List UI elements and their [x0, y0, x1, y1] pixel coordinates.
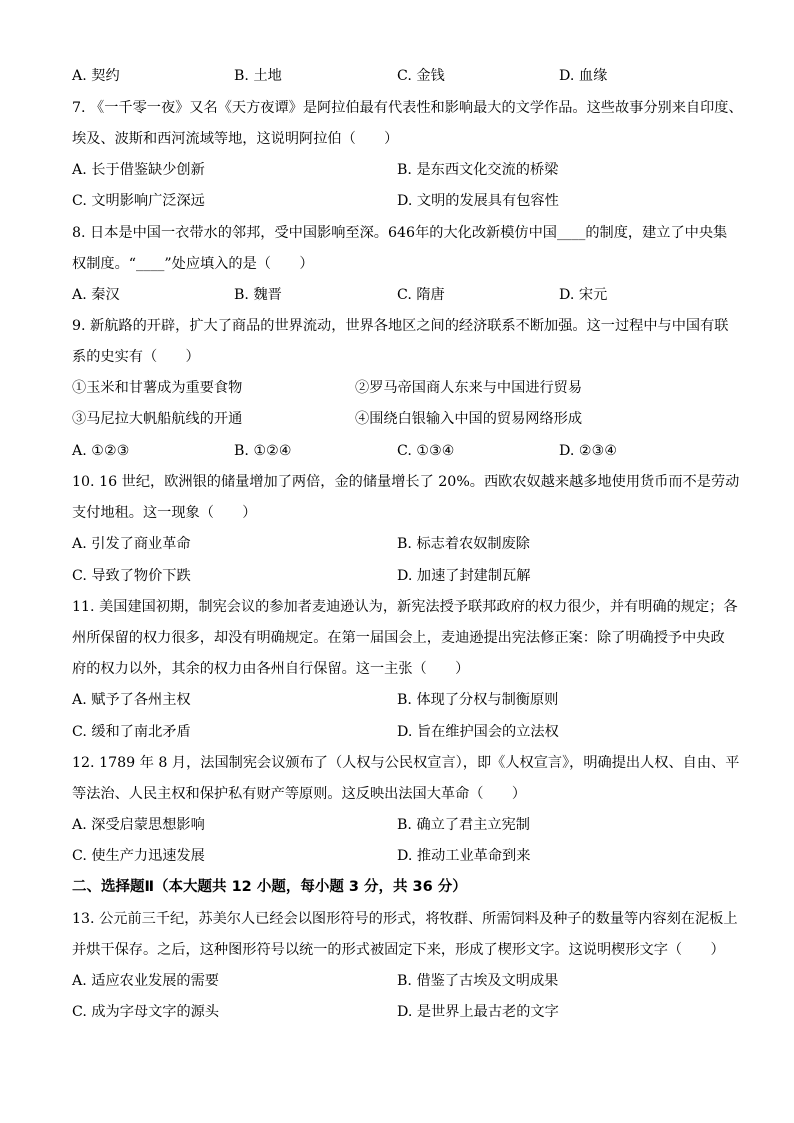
q9-item-1: ①玉米和甘薯成为重要食物: [72, 380, 243, 396]
q9-stem-line1: 9. 新航路的开辟，扩大了商品的世界流动，世界各地区之间的经济联系不断加强。这一过程中与中国有联: [72, 318, 729, 334]
q7-option-b: B. 是东西文化交流的桥梁: [397, 162, 559, 178]
q9-option-a: A. ①②③: [72, 443, 130, 459]
q11-stem-line1: 11. 美国建国初期，制宪会议的参加者麦迪逊认为，新宪法授予联邦政府的权力很少，并有明确的规定；各: [72, 599, 738, 615]
q6-option-c: C. 金钱: [397, 68, 445, 84]
q11-stem-line2: 州所保留的权力很多，却没有明确规定。在第一届国会上，麦迪逊提出宪法修正案：除了明确授予中央政: [72, 630, 725, 646]
q6-option-b: B. 土地: [234, 68, 282, 84]
q8-option-a: A. 秦汉: [72, 287, 120, 303]
q7-option-a: A. 长于借鉴缺少创新: [72, 162, 205, 178]
q10-option-b: B. 标志着农奴制废除: [397, 536, 530, 552]
q7-option-d: D. 文明的发展具有包容性: [397, 193, 559, 209]
q7-stem-line1: 7. 《一千零一夜》又名《天方夜谭》是阿拉伯最有代表性和影响最大的文学作品。这些故事分别来自印度、: [72, 100, 743, 116]
q10-option-d: D. 加速了封建制瓦解: [397, 568, 531, 584]
q10-stem-line2: 支付地租。这一现象（ ）: [72, 505, 257, 521]
q11-option-a: A. 赋予了各州主权: [72, 692, 191, 708]
section-2-heading: 二、选择题Ⅱ（本大题共 12 小题，每小题 3 分，共 36 分）: [72, 879, 467, 895]
q8-stem-line2: 权制度。“____”处应填入的是（ ）: [72, 256, 314, 272]
q11-option-b: B. 体现了分权与制衡原则: [397, 692, 559, 708]
q8-option-c: C. 隋唐: [397, 287, 445, 303]
q13-option-a: A. 适应农业发展的需要: [72, 973, 219, 989]
q12-option-a: A. 深受启蒙思想影响: [72, 817, 205, 833]
q10-stem-line1: 10. 16 世纪，欧洲银的储量增加了两倍，金的储量增长了 20%。西欧农奴越来越多地使用货币而不是劳动: [72, 474, 740, 490]
q8-stem-line1: 8. 日本是中国一衣带水的邻邦，受中国影响至深。646年的大化改新模仿中国____的制度，建立了中央集: [72, 225, 728, 241]
q11-stem-line3: 府的权力以外，其余的权力由各州自行保留。这一主张（ ）: [72, 661, 470, 677]
q11-option-c: C. 缓和了南北矛盾: [72, 724, 191, 740]
q6-option-d: D. 血缘: [559, 68, 608, 84]
q6-option-a: A. 契约: [72, 68, 120, 84]
q9-item-2: ②罗马帝国商人东来与中国进行贸易: [355, 380, 583, 396]
q9-item-3: ③马尼拉大帆船航线的开通: [72, 411, 243, 427]
q12-stem-line1: 12. 1789 年 8 月，法国制宪会议颁布了（人权与公民权宣言），即《人权宣言》，明确提出人权、自由、平: [72, 755, 740, 771]
q9-stem-line2: 系的史实有（ ）: [72, 349, 200, 365]
q7-option-c: C. 文明影响广泛深远: [72, 193, 205, 209]
q9-item-4: ④围绕白银输入中国的贸易网络形成: [355, 411, 583, 427]
q10-option-a: A. 引发了商业革命: [72, 536, 191, 552]
q8-option-b: B. 魏晋: [234, 287, 282, 303]
q12-option-b: B. 确立了君主立宪制: [397, 817, 530, 833]
q13-option-d: D. 是世界上最古老的文字: [397, 1004, 559, 1020]
q9-option-b: B. ①②④: [234, 443, 292, 459]
q9-option-c: C. ①③④: [397, 443, 455, 459]
q8-option-d: D. 宋元: [559, 287, 608, 303]
q10-option-c: C. 导致了物价下跌: [72, 568, 191, 584]
q12-stem-line2: 等法治、人民主权和保护私有财产等原则。这反映出法国大革命（ ）: [72, 786, 527, 802]
q9-option-d: D. ②③④: [559, 443, 618, 459]
q11-option-d: D. 旨在维护国会的立法权: [397, 724, 559, 740]
q13-option-c: C. 成为字母文字的源头: [72, 1004, 220, 1020]
q7-stem-line2: 埃及、波斯和西河流域等地，这说明阿拉伯（ ）: [72, 131, 399, 147]
q12-option-d: D. 推动工业革命到来: [397, 848, 531, 864]
q13-stem-line2: 并烘干保存。之后，这种图形符号以统一的形式被固定下来，形成了楔形文字。这说明楔形文字（ ）: [72, 942, 725, 958]
q13-stem-line1: 13. 公元前三千纪，苏美尔人已经会以图形符号的形式，将牧群、所需饲料及种子的数量等内容刻在泥板上: [72, 911, 738, 927]
q12-option-c: C. 使生产力迅速发展: [72, 848, 205, 864]
q13-option-b: B. 借鉴了古埃及文明成果: [397, 973, 559, 989]
